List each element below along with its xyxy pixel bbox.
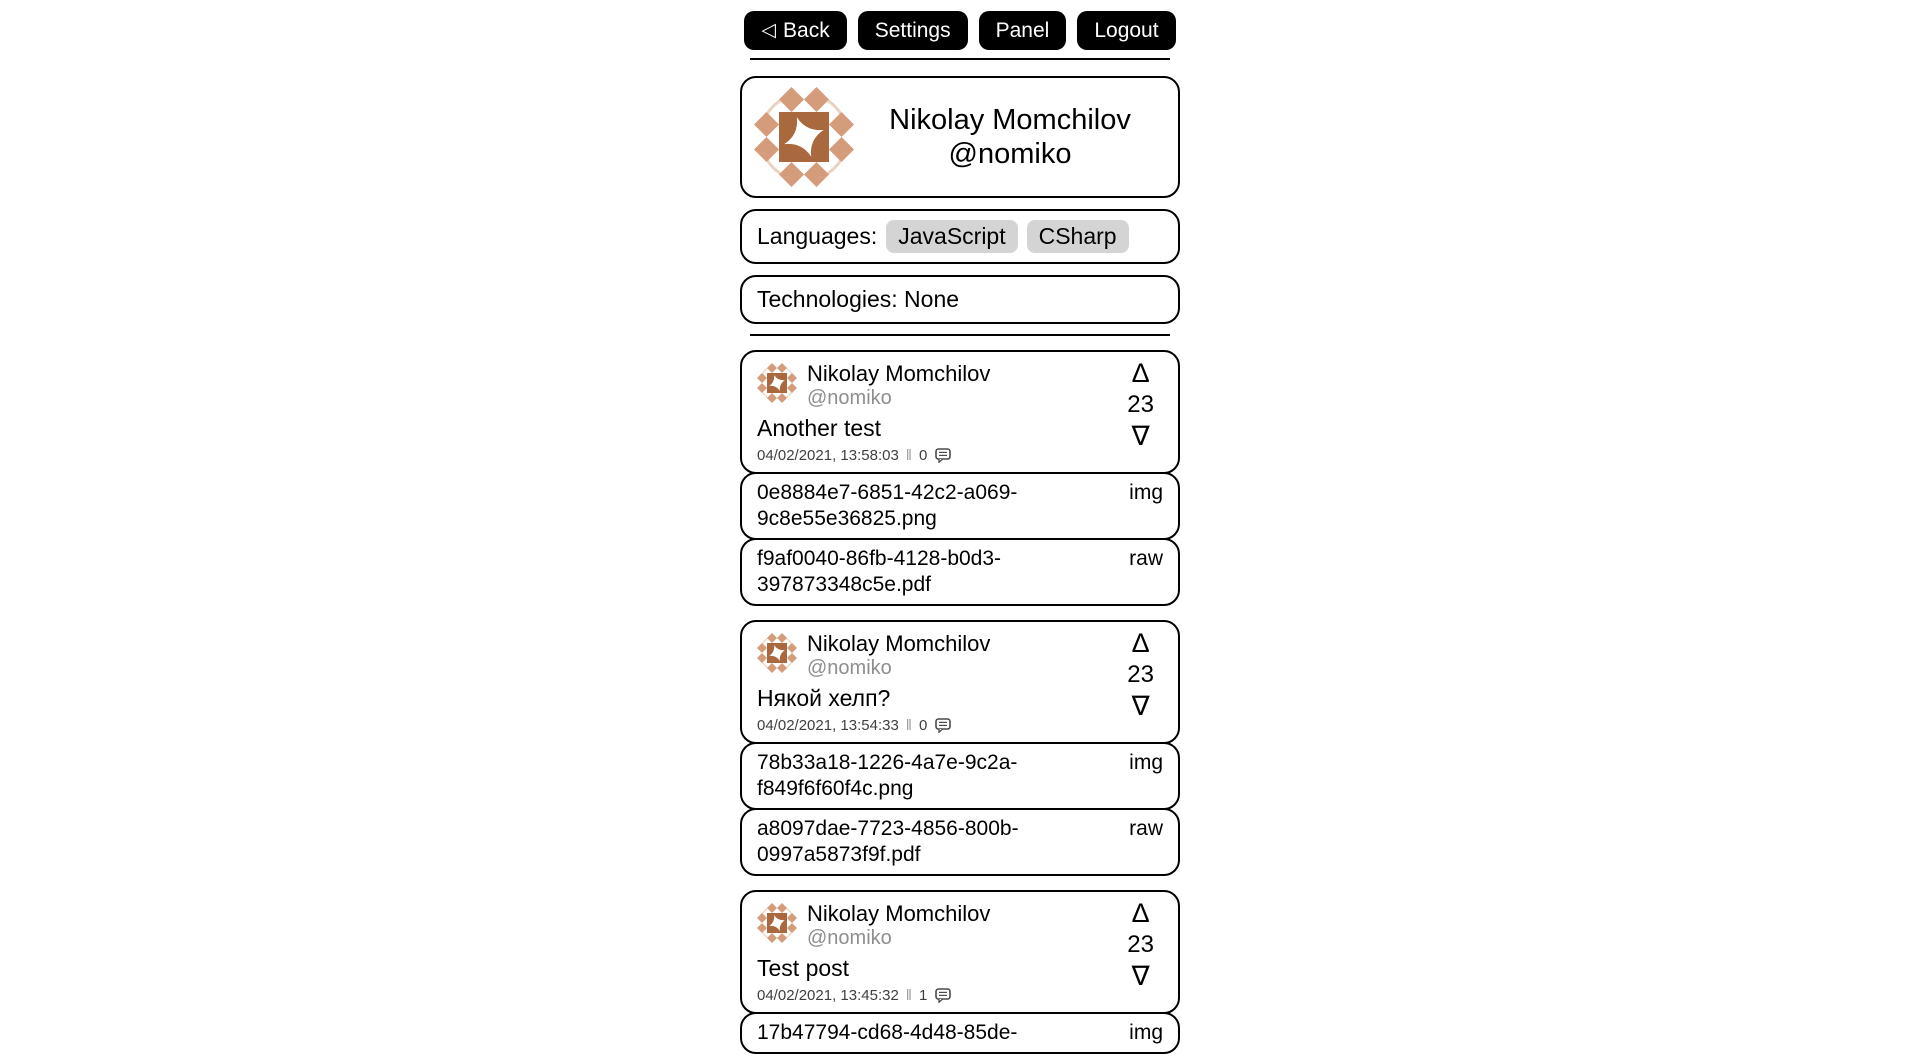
attachment-filename: 17b47794-cd68-4d48-85de- xyxy=(757,1021,1018,1044)
downvote-button[interactable]: ∇ xyxy=(1131,421,1150,451)
attachment-row[interactable] xyxy=(740,538,1180,606)
post-author-handle: @nomiko xyxy=(807,387,892,409)
vote-score: 23 xyxy=(1127,661,1154,688)
post-author-handle: @nomiko xyxy=(807,927,892,949)
post-card[interactable] xyxy=(740,350,1180,474)
downvote-button[interactable]: ∇ xyxy=(1131,961,1150,991)
content-column xyxy=(740,0,1180,1054)
posts-divider xyxy=(750,334,1170,336)
post-meta xyxy=(757,447,1163,464)
profile-avatar-identicon xyxy=(754,87,854,187)
attachment-type-badge: raw xyxy=(1129,817,1163,840)
top-divider xyxy=(750,58,1170,60)
toolbar xyxy=(740,0,1180,50)
post-comment-count: 0 xyxy=(919,447,928,464)
post-author xyxy=(807,361,990,410)
vote-score: 23 xyxy=(1127,391,1154,418)
post-author xyxy=(807,901,990,950)
attachment-type-badge: img xyxy=(1129,481,1163,504)
post-header xyxy=(757,631,1163,680)
post-title: Test post xyxy=(757,955,850,981)
meta-separator: ‖ xyxy=(905,987,912,1004)
vote-score: 23 xyxy=(1127,931,1154,958)
meta-separator: ‖ xyxy=(905,717,912,734)
attachment-row[interactable] xyxy=(740,472,1180,540)
meta-separator: ‖ xyxy=(905,447,912,464)
post xyxy=(740,350,1180,606)
vote-widget xyxy=(1127,358,1154,452)
post-timestamp: 04/02/2021, 13:45:32 xyxy=(757,987,899,1004)
comment-bubble-icon xyxy=(935,448,951,463)
post-title: Another test xyxy=(757,415,882,441)
comment-bubble-icon xyxy=(935,988,951,1003)
post-author-name: Nikolay Momchilov xyxy=(807,631,991,656)
logout-button[interactable]: Logout xyxy=(1077,11,1175,50)
post-author-avatar-identicon xyxy=(757,633,797,673)
attachment-row[interactable] xyxy=(740,1012,1180,1054)
post-comment-count: 0 xyxy=(919,717,928,734)
languages-card xyxy=(740,209,1180,264)
post-comment-count: 1 xyxy=(919,987,928,1004)
post-timestamp: 04/02/2021, 13:54:33 xyxy=(757,717,899,734)
post-author-avatar-identicon xyxy=(757,903,797,943)
back-button[interactable] xyxy=(744,11,846,50)
post-header xyxy=(757,361,1163,410)
upvote-button[interactable]: Δ xyxy=(1131,358,1150,388)
post-card[interactable] xyxy=(740,890,1180,1014)
attachment-row[interactable] xyxy=(740,742,1180,810)
post-title: Някой хелп? xyxy=(757,685,891,711)
post-author-name: Nikolay Momchilov xyxy=(807,901,991,926)
back-arrow-icon: ◁ xyxy=(761,20,777,41)
vote-widget xyxy=(1127,898,1154,992)
attachment-filename: 78b33a18-1226-4a7e-9c2a-f849f6f60f4c.png xyxy=(757,751,1018,800)
technologies-card xyxy=(740,275,1180,324)
post-header xyxy=(757,901,1163,950)
upvote-button[interactable]: Δ xyxy=(1131,628,1150,658)
attachment-type-badge: raw xyxy=(1129,547,1163,570)
upvote-button[interactable]: Δ xyxy=(1131,898,1150,928)
language-tag-csharp: CSharp xyxy=(1027,220,1129,253)
vote-widget xyxy=(1127,628,1154,722)
language-tag-javascript: JavaScript xyxy=(886,220,1017,253)
post-meta xyxy=(757,717,1163,734)
settings-button[interactable]: Settings xyxy=(858,11,968,50)
post-author-name: Nikolay Momchilov xyxy=(807,361,991,386)
profile-name: Nikolay Momchilov xyxy=(889,104,1131,136)
comment-bubble-icon xyxy=(935,718,951,733)
profile-names xyxy=(854,103,1166,171)
post xyxy=(740,620,1180,876)
post-author-avatar-identicon xyxy=(757,363,797,403)
back-button-label: Back xyxy=(783,19,830,42)
post-author-handle: @nomiko xyxy=(807,657,892,679)
post-card[interactable] xyxy=(740,620,1180,744)
profile-card xyxy=(740,76,1180,198)
panel-button[interactable]: Panel xyxy=(979,11,1067,50)
attachment-type-badge: img xyxy=(1129,1021,1163,1044)
downvote-button[interactable]: ∇ xyxy=(1131,691,1150,721)
technologies-label: Technologies: None xyxy=(757,286,960,312)
attachment-type-badge: img xyxy=(1129,751,1163,774)
post xyxy=(740,890,1180,1054)
profile-handle: @nomiko xyxy=(948,138,1072,170)
post-timestamp: 04/02/2021, 13:58:03 xyxy=(757,447,899,464)
post-meta xyxy=(757,987,1163,1004)
attachment-filename: 0e8884e7-6851-42c2-a069-9c8e55e36825.png xyxy=(757,481,1018,530)
attachment-filename: f9af0040-86fb-4128-b0d3-397873348c5e.pdf xyxy=(757,547,1002,596)
attachment-row[interactable] xyxy=(740,808,1180,876)
languages-label: Languages: xyxy=(757,223,878,249)
attachment-filename: a8097dae-7723-4856-800b-0997a5873f9f.pdf xyxy=(757,817,1019,866)
post-author xyxy=(807,631,990,680)
